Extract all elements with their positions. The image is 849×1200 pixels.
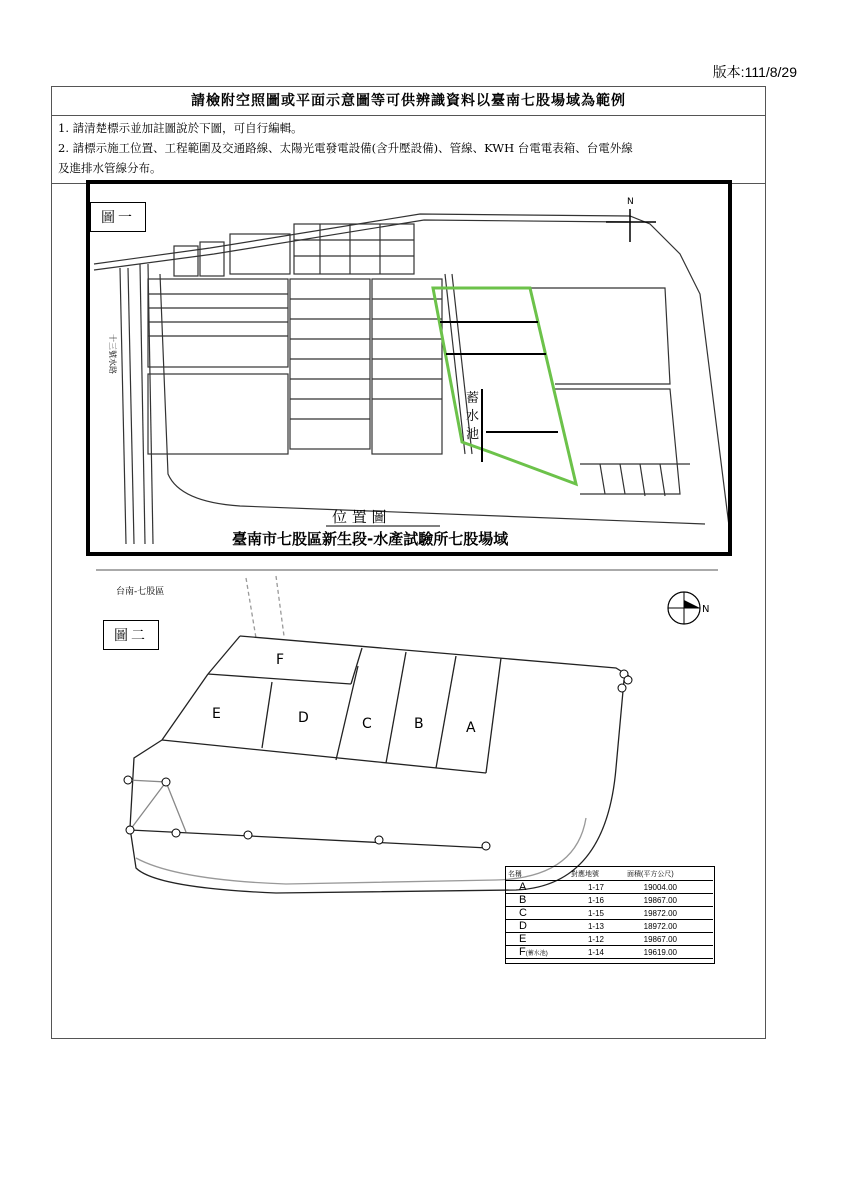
pond-char-3: 池 (466, 427, 480, 442)
table-row: F(蓄水池) 1-14 19619.00 (505, 946, 713, 959)
plot-label-a: A (466, 720, 476, 736)
table-row: D 1-13 18972.00 (505, 920, 713, 933)
table-row: B 1-16 19867.00 (505, 894, 713, 907)
plot-label-c: C (362, 716, 372, 732)
caption-title: 位 置 圖 (332, 508, 387, 526)
version-label: 版本:111/8/29 (712, 64, 797, 80)
figure-2-tag: 圖二 (103, 620, 159, 650)
header-area: 面積(平方公尺) (624, 868, 713, 881)
figure-1-location-map (86, 180, 732, 556)
plot-label-d: D (298, 710, 309, 726)
instruction-notes (52, 116, 765, 184)
parcel-table (505, 868, 713, 959)
site-map-drawing (90, 184, 728, 552)
table-row: C 1-15 19872.00 (505, 907, 713, 920)
header-parcel: 對應地號 (568, 868, 624, 881)
svg-text:N: N (627, 197, 634, 207)
north-arrow-icon (606, 209, 656, 242)
form-title: 請檢附空照圖或平面示意圖等可供辨識資料以臺南七股場域為範例 (52, 87, 765, 116)
table-row: E 1-12 19867.00 (505, 933, 713, 946)
area-label: 台南-七股區 (116, 587, 165, 597)
pond-char-2: 水 (466, 409, 480, 424)
plot-label-e: E (212, 706, 221, 722)
compass-icon (668, 592, 700, 624)
note-line-2: 2. 請標示施工位置、工程範圍及交通路線、太陽光電發電設備(含升壓設備)、管線、KWH 台電電表箱、台電外線 (58, 141, 633, 155)
note-line-3: 及進排水管線分布。 (58, 161, 162, 175)
svg-text:N: N (702, 604, 710, 615)
table-row: A 1-17 19004.00 (505, 881, 713, 894)
plot-label-f: F (276, 652, 285, 668)
row-name: F (519, 946, 526, 958)
figure-1-tag: 圖一 (90, 202, 146, 232)
pond-char-1: 蓄 (466, 391, 480, 406)
plot-label-b: B (414, 716, 424, 732)
row-note: (蓄水池) (525, 951, 548, 957)
parcel-table-header (505, 868, 713, 881)
header-name: 名稱 (505, 868, 568, 881)
project-boundary (433, 288, 576, 484)
note-line-1: 1. 請清楚標示並加註圖說於下圖，可自行編輯。 (58, 121, 303, 135)
caption-main: 臺南市七股區新生段-水產試驗所七股場域 (232, 530, 509, 548)
svg-text:十三號水路: 十三號水路 (108, 334, 117, 374)
